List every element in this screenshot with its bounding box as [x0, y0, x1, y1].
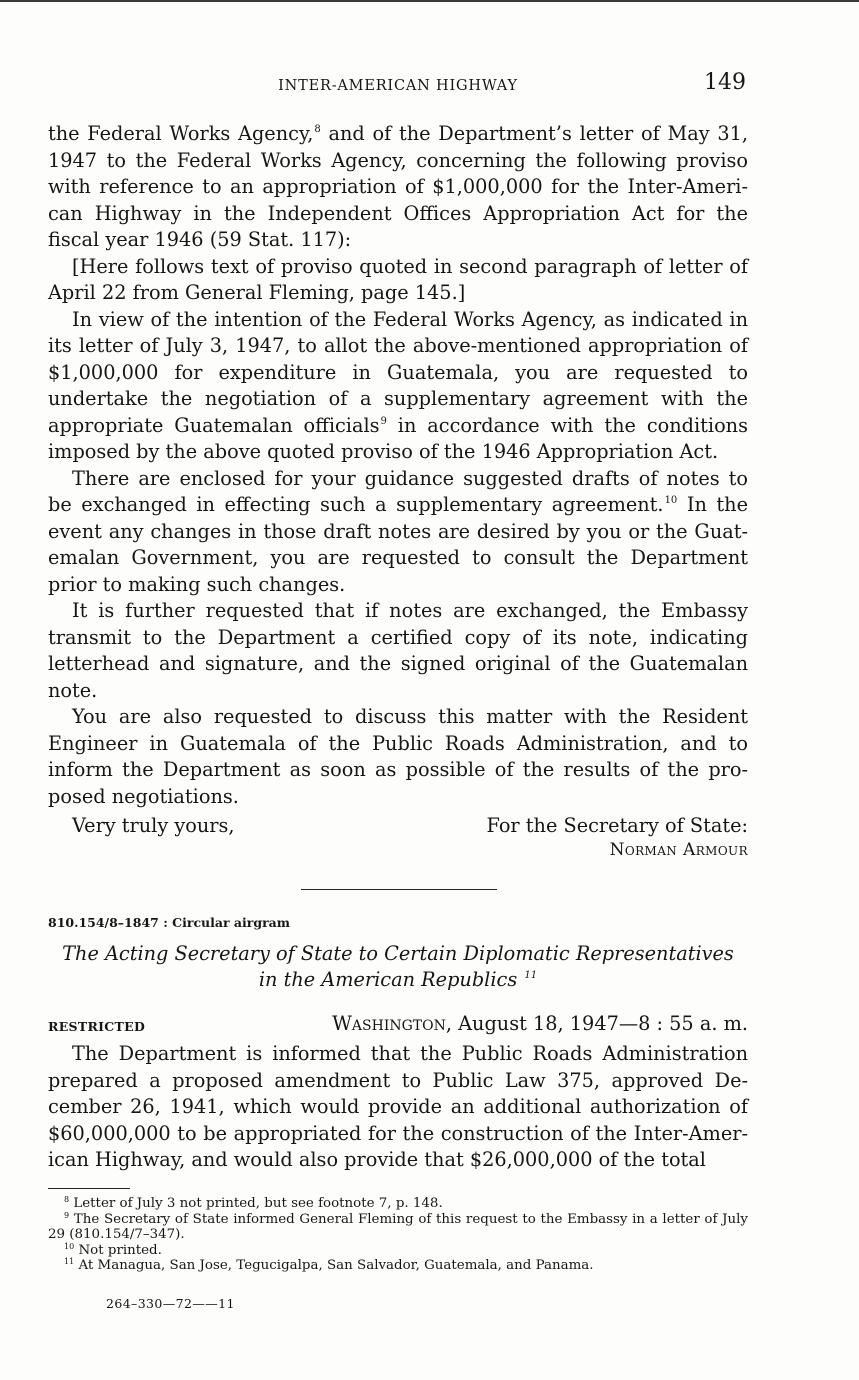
date-time: , August 18, 1947—8 : 55 a. m.	[445, 1012, 748, 1035]
signer-name: Norman Armour	[609, 840, 748, 860]
footnote-11: $^{11}$ At Managua, San Jose, Tegucigalpa, San Salvador, Guatemala, and Panama.	[64, 1257, 594, 1273]
section-divider	[301, 889, 497, 890]
printer-code: 264–330—72——11	[106, 1296, 235, 1311]
file-reference: 810.154/8–1847 : Circular airgram	[48, 915, 291, 930]
page-number: 149	[704, 70, 746, 95]
footnote-rule	[48, 1188, 130, 1189]
footnotes	[48, 1196, 748, 1274]
letter-body	[48, 121, 748, 810]
airgram-body	[48, 1041, 748, 1174]
footnote-ref-10: 10	[664, 495, 678, 506]
signature-line: For the Secretary of State:	[486, 814, 748, 837]
footnote-9: $^9$ The Secretary of State informed General Fleming of this request to the Embassy in a letter of July 29 (810.154/7–347).	[48, 1210, 748, 1242]
valediction: Very truly yours,	[72, 814, 235, 837]
document-title-line-2: in the American Republics $^{11}$	[258, 968, 538, 991]
footnote-ref-8: 8	[314, 124, 321, 135]
document-title-line-1: The Acting Secretary of State to Certain Diplomatic Representatives	[62, 942, 734, 965]
running-title: INTER-AMERICAN HIGHWAY	[278, 78, 518, 94]
footnote-ref-9: 9	[380, 415, 387, 427]
letter-paragraph-5: It is further requested that if notes are exchanged, the Embassy transmit to the Department a certified copy of its note, indicating letterhead and signature, and the signed original of the Guatemalan note.	[48, 599, 748, 702]
footnote-ref-11: 11	[524, 970, 538, 981]
classification-label: RESTRICTED	[48, 1019, 146, 1034]
footnote-8: $^8$ Letter of July 3 not printed, but see footnote 7, p. 148.	[64, 1195, 443, 1211]
dateline	[48, 1012, 748, 1040]
footnote-10: $^{10}$ Not printed.	[64, 1241, 162, 1258]
document-title	[48, 941, 748, 993]
letter-closing	[48, 814, 748, 864]
letter-paragraph-2: [Here follows text of proviso quoted in second paragraph of letter of April 22 from General Fleming, page 145.]	[48, 254, 748, 304]
letter-paragraph-6: You are also requested to discuss this matter with the Resident Engineer in Guatemala of the Public Roads Administration, and to inform the Department as soon as possible of the results of the proposed negotiations.	[48, 705, 748, 808]
place-and-date	[332, 1012, 748, 1035]
letter-paragraph-1: the Federal Works Agency,$^8$ and of the Department’s letter of May 31, 1947 to the Federal Works Agency, concerning the following proviso with reference to an appropriation of $1,000,000 for the Inter-American Highway in the Independent Offices Appropriation Act for the fiscal year 1946 (59 Stat. 117):	[48, 122, 748, 251]
airgram-paragraph-1: The Department is informed that the Public Roads Administration prepared a proposed amendment to Public Law 375, approved December 26, 1941, which would provide an additional authorization of $60,000,000 to be appropriated for the construction of the Inter-American Highway, and would also provide that $26,000,000 of the total	[48, 1042, 748, 1171]
city: Washington	[332, 1012, 446, 1035]
running-head	[48, 70, 748, 102]
letter-paragraph-3: In view of the intention of the Federal Works Agency, as indicated in its letter of July 3, 1947, to allot the above-mentioned appropriation of $1,000,000 for expenditure in Guatemala, you are requested to undertake the negotiation of a supplementary agreement with the appropriate Guatemalan officials$^9$ in accordance with the conditions imposed by the above quoted proviso of the 1946 Appropriation Act.	[48, 307, 748, 463]
letter-paragraph-4: There are enclosed for your guidance suggested drafts of notes to be exchanged in effecting such a supplementary agreement.$^{10}$ In the event any changes in those draft notes are desired by you or the Guatemalan Government, you are requested to consult the Department prior to making such changes.	[48, 466, 748, 596]
top-edge-rule	[0, 0, 859, 2]
